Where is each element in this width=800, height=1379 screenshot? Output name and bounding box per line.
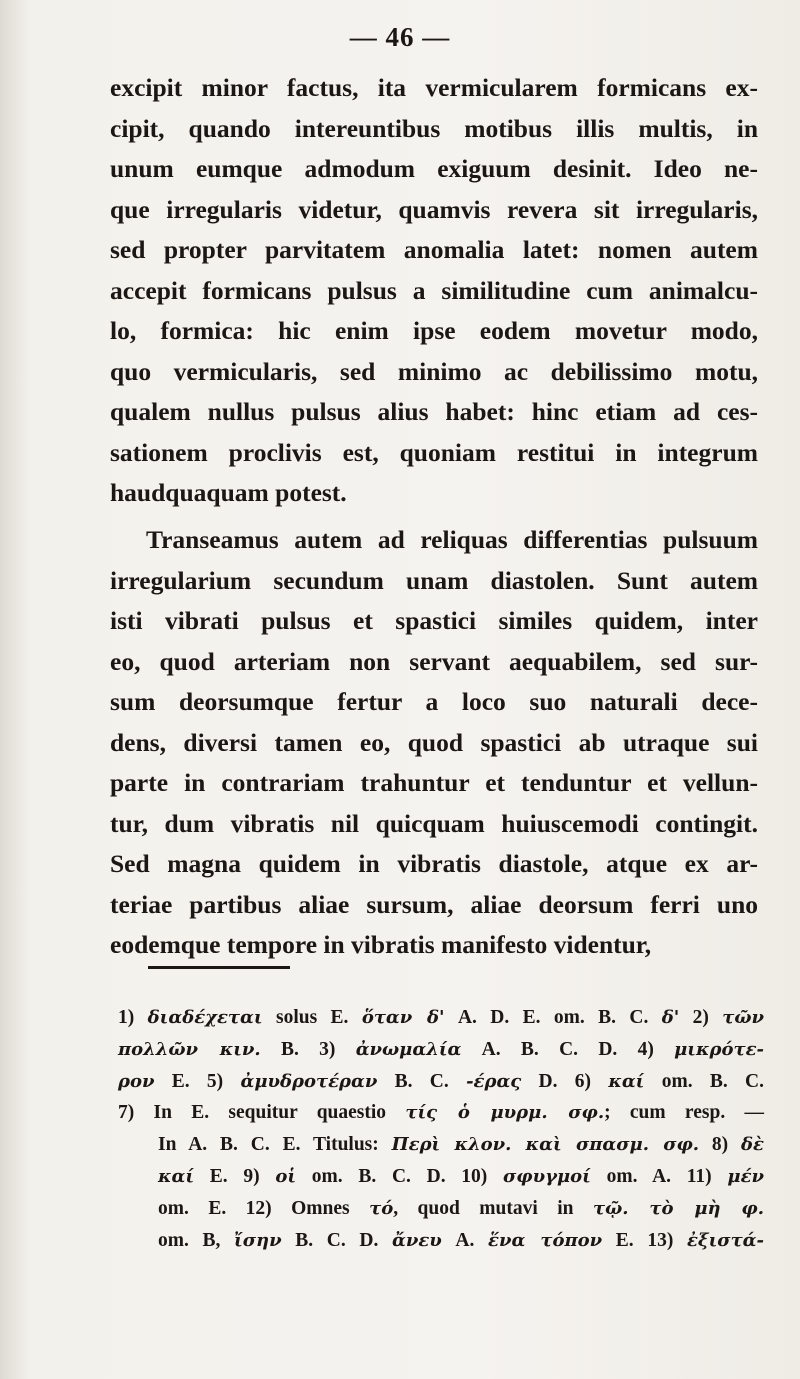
footnote-text: om. B, xyxy=(158,1229,235,1251)
footnote-greek-text: σφυγμοί xyxy=(503,1165,591,1187)
text-line: excipit minor factus, ita vermicularem formicans ex- xyxy=(110,73,758,102)
footnote-greek-text: ἄνευ xyxy=(392,1229,442,1251)
footnote-text: B. C. xyxy=(377,1070,467,1092)
footnote-greek-text: τῶν xyxy=(722,1007,764,1028)
text-line: cipit, quando intereuntibus motibus illis multis, in xyxy=(110,113,758,143)
text-line: dens, diversi tamen eo, quod spastici ab utraque sui xyxy=(110,727,758,757)
text-line: tur, dum vibratis nil quicquam huiuscemodi contingit. xyxy=(110,808,758,838)
footnote-text: om. B. C. xyxy=(644,1070,764,1092)
footnote-text: ; cum resp. — xyxy=(604,1102,764,1124)
footnote-greek-text: πολλῶν κιν. xyxy=(118,1038,261,1060)
footnote-greek-text: Περὶ κλον. καὶ σπασμ. σφ. xyxy=(391,1134,700,1156)
footnotes xyxy=(118,1002,764,1256)
footnote-text: solus E. xyxy=(262,1007,362,1028)
text-line: lo, formica: hic enim ipse eodem movetur modo, xyxy=(110,316,758,345)
footnote-text: A. D. E. om. B. C. xyxy=(444,1007,662,1028)
footnote-text: E. 9) xyxy=(194,1165,276,1187)
footnote-line xyxy=(118,1129,764,1161)
paragraph-2 xyxy=(110,520,758,966)
footnote-line xyxy=(118,1225,764,1257)
text-line: unum eumque admodum exiguum desinit. Ideo ne- xyxy=(110,154,758,183)
text-line: Transeamus autem ad reliquas differentias pulsuum xyxy=(146,525,758,554)
footnote-line xyxy=(118,1161,764,1193)
text-line: isti vibrati pulsus et spastici similes quidem, inter xyxy=(110,606,758,635)
text-line: quo vermicularis, sed minimo ac debilissimo motu, xyxy=(110,356,758,386)
footnote-line xyxy=(118,1097,764,1129)
text-line: qualem nullus pulsus alius habet: hinc etiam ad ces- xyxy=(110,397,758,426)
text-line: eodemque tempore in vibratis manifesto videntur, xyxy=(110,930,652,959)
footnote-greek-text: ἴσην xyxy=(234,1229,282,1251)
footnote-text: om. E. 12) Omnes xyxy=(158,1197,370,1219)
footnote-line xyxy=(118,1002,764,1034)
footnote-greek-text: καί xyxy=(158,1165,195,1187)
footnote-greek-text: ἀμυδροτέραν xyxy=(240,1070,378,1092)
footnote-text: 2) xyxy=(679,1007,723,1028)
footnote-line xyxy=(118,1193,764,1225)
footnote-greek-text: ρον xyxy=(118,1070,155,1092)
footnote-greek-text: τίς ὁ μυρμ. σφ. xyxy=(405,1102,605,1124)
footnote-text: A. B. C. D. 4) xyxy=(461,1038,675,1060)
page-number: — 46 — xyxy=(349,22,451,52)
footnote-greek-text: ὅταν δ' xyxy=(361,1007,445,1028)
footnote-greek-text: τό xyxy=(369,1197,394,1219)
footnote-text: D. 6) xyxy=(521,1070,609,1092)
text-line: que irregularis videtur, quamvis revera sit irregularis, xyxy=(110,194,758,224)
text-line: haudquaquam potest. xyxy=(110,478,347,507)
text-line: eo, quod arteriam non servant aequabilem, sed sur- xyxy=(110,646,758,676)
text-line: Sed magna quidem in vibratis diastole, atque ex ar- xyxy=(110,849,758,878)
footnote-text: B. 3) xyxy=(260,1038,356,1060)
footnote-text: om. A. 11) xyxy=(590,1165,728,1187)
text-line: accepit formicans pulsus a similitudine cum animalcu- xyxy=(110,275,758,305)
text-line: teriae partibus aliae sursum, aliae deorsum ferri uno xyxy=(110,889,758,919)
footnote-line xyxy=(118,1066,764,1098)
footnote-greek-text: μέν xyxy=(727,1165,765,1187)
footnote-text: 7) In E. sequitur quaestio xyxy=(118,1102,406,1124)
text-line: sationem proclivis est, quoniam restitui in integrum xyxy=(110,437,758,467)
footnote-greek-text: καί xyxy=(608,1070,645,1092)
footnote-text: 8) xyxy=(699,1134,742,1156)
footnote-text: om. B. C. D. 10) xyxy=(296,1165,504,1187)
footnote-greek-text: μικρότε- xyxy=(674,1038,765,1060)
footnote-greek-text: δὲ xyxy=(741,1134,764,1156)
footnote-greek-text: -έρας xyxy=(466,1070,522,1092)
text-line: sum deorsumque fertur a loco suo naturali dece- xyxy=(110,687,758,716)
footnote-greek-text: ἐξιστά- xyxy=(686,1229,765,1251)
footnote-greek-text: ἕνα τόπον xyxy=(488,1229,603,1251)
footnote-greek-text: οἱ xyxy=(275,1165,297,1187)
text-line: irregularium secundum unam diastolen. Sunt autem xyxy=(110,565,758,595)
footnote-line xyxy=(118,1034,764,1066)
text-line: sed propter parvitatem anomalia latet: nomen autem xyxy=(110,235,758,264)
footnote-greek-text: τῷ. τὸ μὴ φ. xyxy=(592,1197,764,1219)
text-line: parte in contrariam trahuntur et tenduntur et vellun- xyxy=(110,768,758,797)
footnote-rule xyxy=(148,966,290,969)
footnote-text: , quod mutavi in xyxy=(393,1197,593,1219)
footnote-greek-text: διαδέχεται xyxy=(147,1007,263,1028)
footnote-text: E. 13) xyxy=(602,1229,687,1251)
footnote-text: 1) xyxy=(118,1007,148,1028)
footnote-text: A. xyxy=(441,1229,489,1251)
footnote-text: In A. B. C. E. Titulus: xyxy=(158,1134,392,1156)
footnote-text: E. 5) xyxy=(154,1070,241,1092)
footnote-text: B. C. D. xyxy=(281,1229,392,1251)
footnote-greek-text: δ' xyxy=(661,1007,680,1028)
footnote-greek-text: ἀνωμαλία xyxy=(355,1038,462,1060)
paragraph-1 xyxy=(110,68,758,514)
